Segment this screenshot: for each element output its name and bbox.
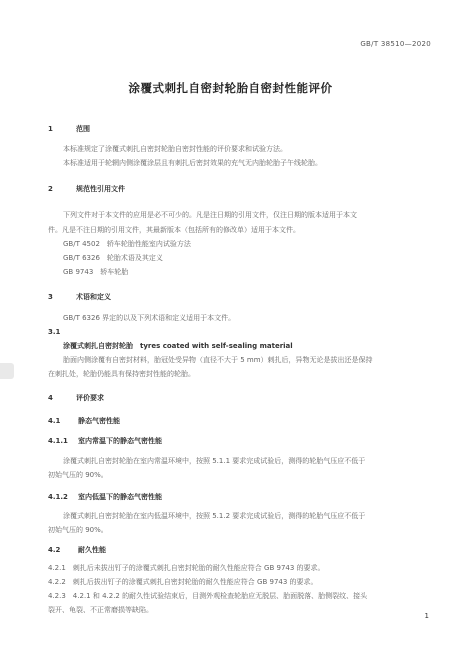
term-heading — [63, 341, 293, 351]
paragraph: 本标准规定了涂覆式刺扎自密封轮胎自密封性能的评价要求和试验方法。 — [63, 145, 287, 153]
subsection-title: 静态气密性能 — [78, 417, 120, 425]
term-definition-continued: 在刺扎处，轮胎仍能具有保持密封性能的轮胎。 — [48, 370, 195, 378]
section-1-heading — [48, 124, 90, 134]
section-number: 1 — [48, 125, 53, 133]
subsection-number: 4.1.2 — [48, 493, 68, 501]
paragraph-continued: 初始气压的 90%。 — [48, 526, 108, 534]
reference-item: GB/T 4502 轿车轮胎性能室内试验方法 — [63, 240, 191, 248]
subsection-4-2-heading — [48, 545, 106, 555]
section-title: 术语和定义 — [76, 293, 111, 301]
subsection-number: 4.2 — [48, 546, 61, 554]
section-number: 2 — [48, 185, 53, 193]
section-4-heading — [48, 393, 104, 403]
section-3-heading — [48, 292, 111, 302]
subsection-number: 4.1.1 — [48, 437, 68, 445]
subsection-4-1-1-heading — [48, 436, 162, 446]
section-title: 评价要求 — [76, 394, 104, 402]
paragraph: 下列文件对于本文件的应用是必不可少的。凡是注日期的引用文件，仅注日期的版本适用于本文 — [63, 211, 357, 219]
term-english: tyres coated with self-sealing material — [140, 342, 293, 350]
document-title: 涂覆式刺扎自密封轮胎自密封性能评价 — [128, 81, 333, 95]
section-2-heading — [48, 184, 125, 194]
clause-4-2-2: 4.2.2 刺扎后拔出钉子的涂覆式刺扎自密封轮胎的耐久性能应符合 GB 9743 的要求。 — [48, 578, 318, 586]
subsection-title: 耐久性能 — [78, 546, 106, 554]
clause-4-2-3-continued: 裂开、龟裂、不正常磨损等缺陷。 — [48, 606, 153, 614]
clause-4-2-1: 4.2.1 刺扎后未拔出钉子的涂覆式刺扎自密封轮胎的耐久性能应符合 GB 9743 的要求。 — [48, 564, 325, 572]
term-number: 3.1 — [48, 328, 61, 336]
side-panel-toggle[interactable] — [0, 363, 14, 379]
paragraph: 涂覆式刺扎自密封轮胎在室内常温环境中，按照 5.1.1 要求完成试验后，测得的轮胎气压应不低于 — [63, 457, 366, 465]
section-title: 范围 — [76, 125, 90, 133]
subsection-4-1-2-heading — [48, 492, 162, 502]
clause-4-2-3: 4.2.3 4.2.1 和 4.2.2 的耐久性试验结束后，目测外观检查轮胎应无脱层、胎面脱落、胎侧裂纹、接头 — [48, 592, 368, 600]
term-chinese: 涂覆式刺扎自密封轮胎 — [63, 342, 133, 350]
subsection-title: 室内常温下的静态气密性能 — [78, 437, 162, 445]
reference-item: GB/T 6326 轮胎术语及其定义 — [63, 254, 163, 262]
reference-item: GB 9743 轿车轮胎 — [63, 268, 129, 276]
subsection-title: 室内低温下的静态气密性能 — [78, 493, 162, 501]
section-number: 3 — [48, 293, 53, 301]
paragraph-continued: 初始气压的 90%。 — [48, 471, 108, 479]
standard-number: GB/T 38510—2020 — [360, 40, 431, 48]
subsection-4-1-heading — [48, 416, 120, 426]
paragraph: GB/T 6326 界定的以及下列术语和定义适用于本文件。 — [63, 314, 236, 322]
paragraph: 本标准适用于轮辋内侧涂覆涂层且有刺扎后密封效果的充气无内胎轮胎子午线轮胎。 — [63, 159, 322, 167]
section-title: 规范性引用文件 — [76, 185, 125, 193]
section-number: 4 — [48, 394, 53, 402]
subsection-number: 4.1 — [48, 417, 61, 425]
term-definition: 胎面内侧涂覆有自密封材料，胎冠处受异物（直径不大于 5 mm）刺扎后，异物无论是拔出还是保持 — [63, 356, 373, 364]
paragraph-continued: 件。凡是不注日期的引用文件，其最新版本（包括所有的修改单）适用于本文件。 — [48, 226, 300, 234]
paragraph: 涂覆式刺扎自密封轮胎在室内低温环境中，按照 5.1.2 要求完成试验后，测得的轮胎气压应不低于 — [63, 512, 366, 520]
page-number: 1 — [424, 612, 429, 620]
